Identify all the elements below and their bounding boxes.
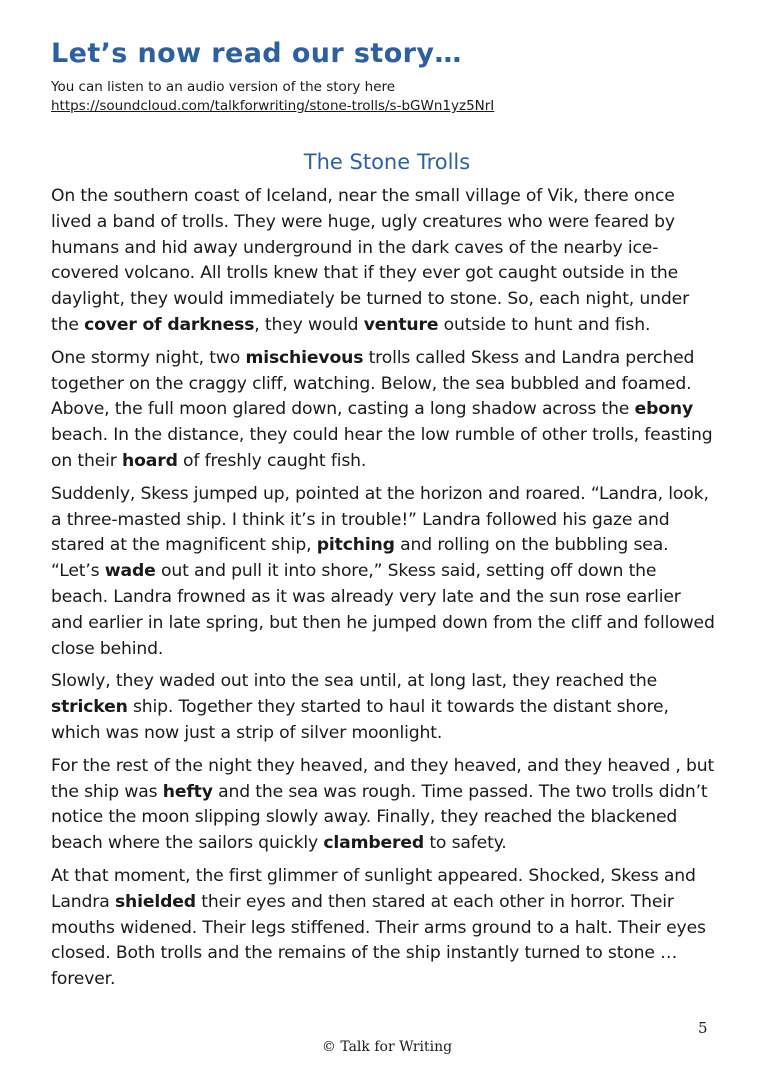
paragraph-text: and the sea was rough. Time passed. The two trolls didn’t notice the moon slipping slowly away. Finally, they reached the blackened beach where the sailors quickly bbox=[51, 781, 708, 854]
paragraph-text: and rolling on the bubbling sea. “Let’s bbox=[51, 535, 669, 582]
paragraph-text: At that moment, the first glimmer of sunlight appeared. Shocked, Skess and Landra bbox=[51, 865, 696, 912]
vocabulary-word: stricken bbox=[51, 697, 128, 718]
vocabulary-word: cover of darkness bbox=[84, 314, 255, 335]
paragraph-text: trolls called Skess and Landra perched together on the craggy cliff, watching. Below, the sea bubbled and foamed. Above, the full moon glared down, casting a long shadow across the bbox=[51, 347, 695, 420]
paragraph-text: One stormy night, two bbox=[51, 347, 246, 368]
story-body bbox=[51, 184, 716, 1000]
paragraph-text: outside to hunt and fish. bbox=[438, 314, 651, 335]
paragraph-text: , they would bbox=[254, 314, 364, 335]
audio-link[interactable]: https://soundcloud.com/talkforwriting/stone-trolls/s-bGWn1yz5NrI bbox=[51, 98, 495, 114]
vocabulary-word: hefty bbox=[162, 781, 213, 802]
paragraph-text: Suddenly, Skess jumped up, pointed at the horizon and roared. “Landra, look, a three-masted ship. I think it’s in trouble!” Landra followed his gaze and stared at the magnificent ship, bbox=[51, 483, 709, 556]
vocabulary-word: shielded bbox=[114, 891, 196, 912]
vocabulary-word: ebony bbox=[634, 399, 694, 420]
paragraph-text: ship. Together they started to haul it towards the distant shore, which was now just a strip of silver moonlight. bbox=[51, 697, 669, 743]
vocabulary-word: venture bbox=[363, 314, 439, 335]
paragraph-text: Slowly, they waded out into the sea until, at long last, they reached the bbox=[51, 671, 658, 692]
vocabulary-word: clambered bbox=[323, 833, 425, 854]
paragraph-text: On the southern coast of Iceland, near the small village of Vik, there once lived a band of trolls. They were huge, ugly creatures who were feared by humans and hid away underground in the dark caves of the nearby ice-covered volcano. All trolls knew that if they ever got caught outside in the daylight, they would immediately be turned to stone. So, each night, under the bbox=[51, 186, 690, 335]
paragraph-text: beach. In the distance, they could hear the low rumble of other trolls, feasting on their bbox=[51, 425, 713, 471]
vocabulary-word: hoard bbox=[122, 450, 178, 471]
vocabulary-word: pitching bbox=[316, 535, 395, 556]
story-title: The Stone Trolls bbox=[303, 150, 471, 174]
paragraph-text: to safety. bbox=[424, 833, 507, 854]
page-number: 5 bbox=[698, 1019, 708, 1037]
story-paragraph bbox=[51, 346, 716, 475]
paragraph-text: out and pull it into shore,” Skess said, setting off down the beach. Landra frowned as it was already very late and the sun rose earlier and earlier in late spring, but then he jumped down from the cliff and followed close behind. bbox=[51, 561, 715, 659]
copyright-footer: © Talk for Writing bbox=[321, 1039, 453, 1055]
story-paragraph bbox=[51, 482, 716, 663]
vocabulary-word: wade bbox=[104, 561, 156, 582]
audio-intro-text: You can listen to an audio version of the story here bbox=[51, 79, 396, 95]
paragraph-text: their eyes and then stared at each other in horror. Their mouths widened. Their legs stiffened. Their arms ground to a halt. Their eyes closed. Both trolls and the remains of the ship instantly turned to stone … forever. bbox=[51, 891, 706, 990]
paragraph-text: of freshly caught fish. bbox=[177, 450, 367, 471]
vocabulary-word: mischievous bbox=[245, 347, 364, 368]
audio-intro bbox=[51, 78, 494, 116]
story-paragraph bbox=[51, 754, 716, 857]
page-heading: Let’s now read our story… bbox=[51, 38, 462, 69]
story-paragraph bbox=[51, 184, 716, 339]
story-paragraph bbox=[51, 864, 716, 993]
story-paragraph bbox=[51, 669, 716, 746]
paragraph-text: For the rest of the night they heaved, and they heaved, and they heaved , but the ship was bbox=[51, 755, 715, 802]
